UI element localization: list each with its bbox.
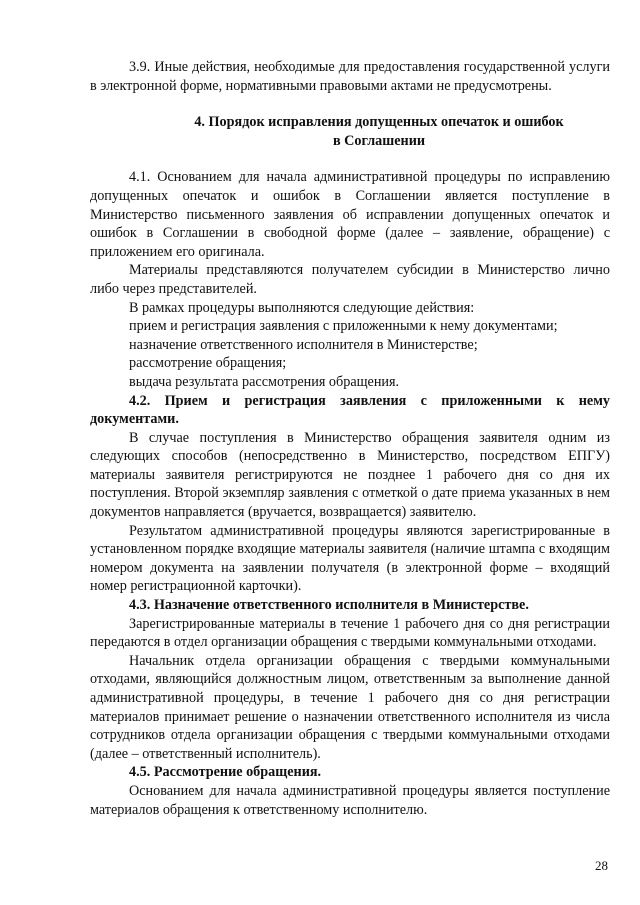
paragraph-4-1: 4.1. Основанием для начала административной процедуры по исправлению допущенных опечаток и ошибок в Соглашении является поступление в Министерство письменного заявления об исправлении допущенных опечаток и ошибок в Соглашении в свободной форме (далее – заявление, обращение) с приложением его оригинала. [90,169,610,260]
action-item-3: рассмотрение обращения; [129,355,287,372]
paragraph-3-9: 3.9. Иные действия, необходимые для предоставления государственной услуги в электронной форме, нормативными правовыми актами не предусмотрены. [90,59,610,94]
subsection-4-5-heading-text: 4.5. Рассмотрение обращения. [129,764,322,781]
paragraph-materials: Материалы представляются получателем субсидии в Министерство лично либо через представителей. [90,262,610,297]
spacer [90,95,610,113]
document-page [90,58,610,819]
subsection-4-3-heading-text: 4.3. Назначение ответственного исполнителя в Министерстве. [129,597,529,614]
paragraph-4-3-2: Начальник отдела организации обращения с твердыми коммунальными отходами, являющийся должностным лицом, ответственным за выполнение данной административной процедуры, в течение 1 рабочего дня со дня регистрации материалов принимает решение о назначении ответственного исполнителя из числа сотрудников отдела организации обращения с твердыми коммунальными отходами (далее – ответственный исполнитель). [90,652,610,762]
subsection-4-5-heading [90,763,610,782]
subsection-4-3-heading [90,596,610,615]
paragraph-4-2-1: В случае поступления в Министерство обращения заявителя одним из следующих способов (непосредственно в Министерство, посредством ЕПГУ) материалы заявителя регистрируются не позднее 1 рабочего дня со дня их поступления. Второй экземпляр заявления с отметкой о дате приема указанных в нем документов направляется (вручается, возвращается) заявителю. [90,429,610,521]
spacer [90,150,610,168]
subsection-4-2-heading-text: 4.2. Прием и регистрация заявления с приложенными к нему документами. [90,392,610,428]
action-item-2: назначение ответственного исполнителя в Министерстве; [129,336,478,353]
section-4-heading-line1: 4. Порядок исправления допущенных опечаток и ошибок [194,114,564,131]
section-4-heading-line2: в Соглашении [332,132,426,149]
action-item-1: прием и регистрация заявления с приложенными к нему документами; [129,318,558,335]
action-item-4: выдача результата рассмотрения обращения. [129,373,400,390]
paragraph-4-2-2: Результатом административной процедуры являются зарегистрированные в установленном порядке входящие материалы заявителя (наличие штампа с входящим номером документа на заявлении получателя (в электронной форме – входящий номер регистрационной карточки). [90,522,610,595]
paragraph-4-3-1: Зарегистрированные материалы в течение 1 рабочего дня со дня регистрации передаются в отдел организации обращения с твердыми коммунальными отходами. [90,615,610,651]
paragraph-actions-intro: В рамках процедуры выполняются следующие действия: [129,299,475,316]
page-number: 28 [595,858,608,873]
subsection-4-2-heading [90,392,610,429]
paragraph-4-5-1: Основанием для начала административной процедуры является поступление материалов обращения к ответственному исполнителю. [90,782,610,818]
